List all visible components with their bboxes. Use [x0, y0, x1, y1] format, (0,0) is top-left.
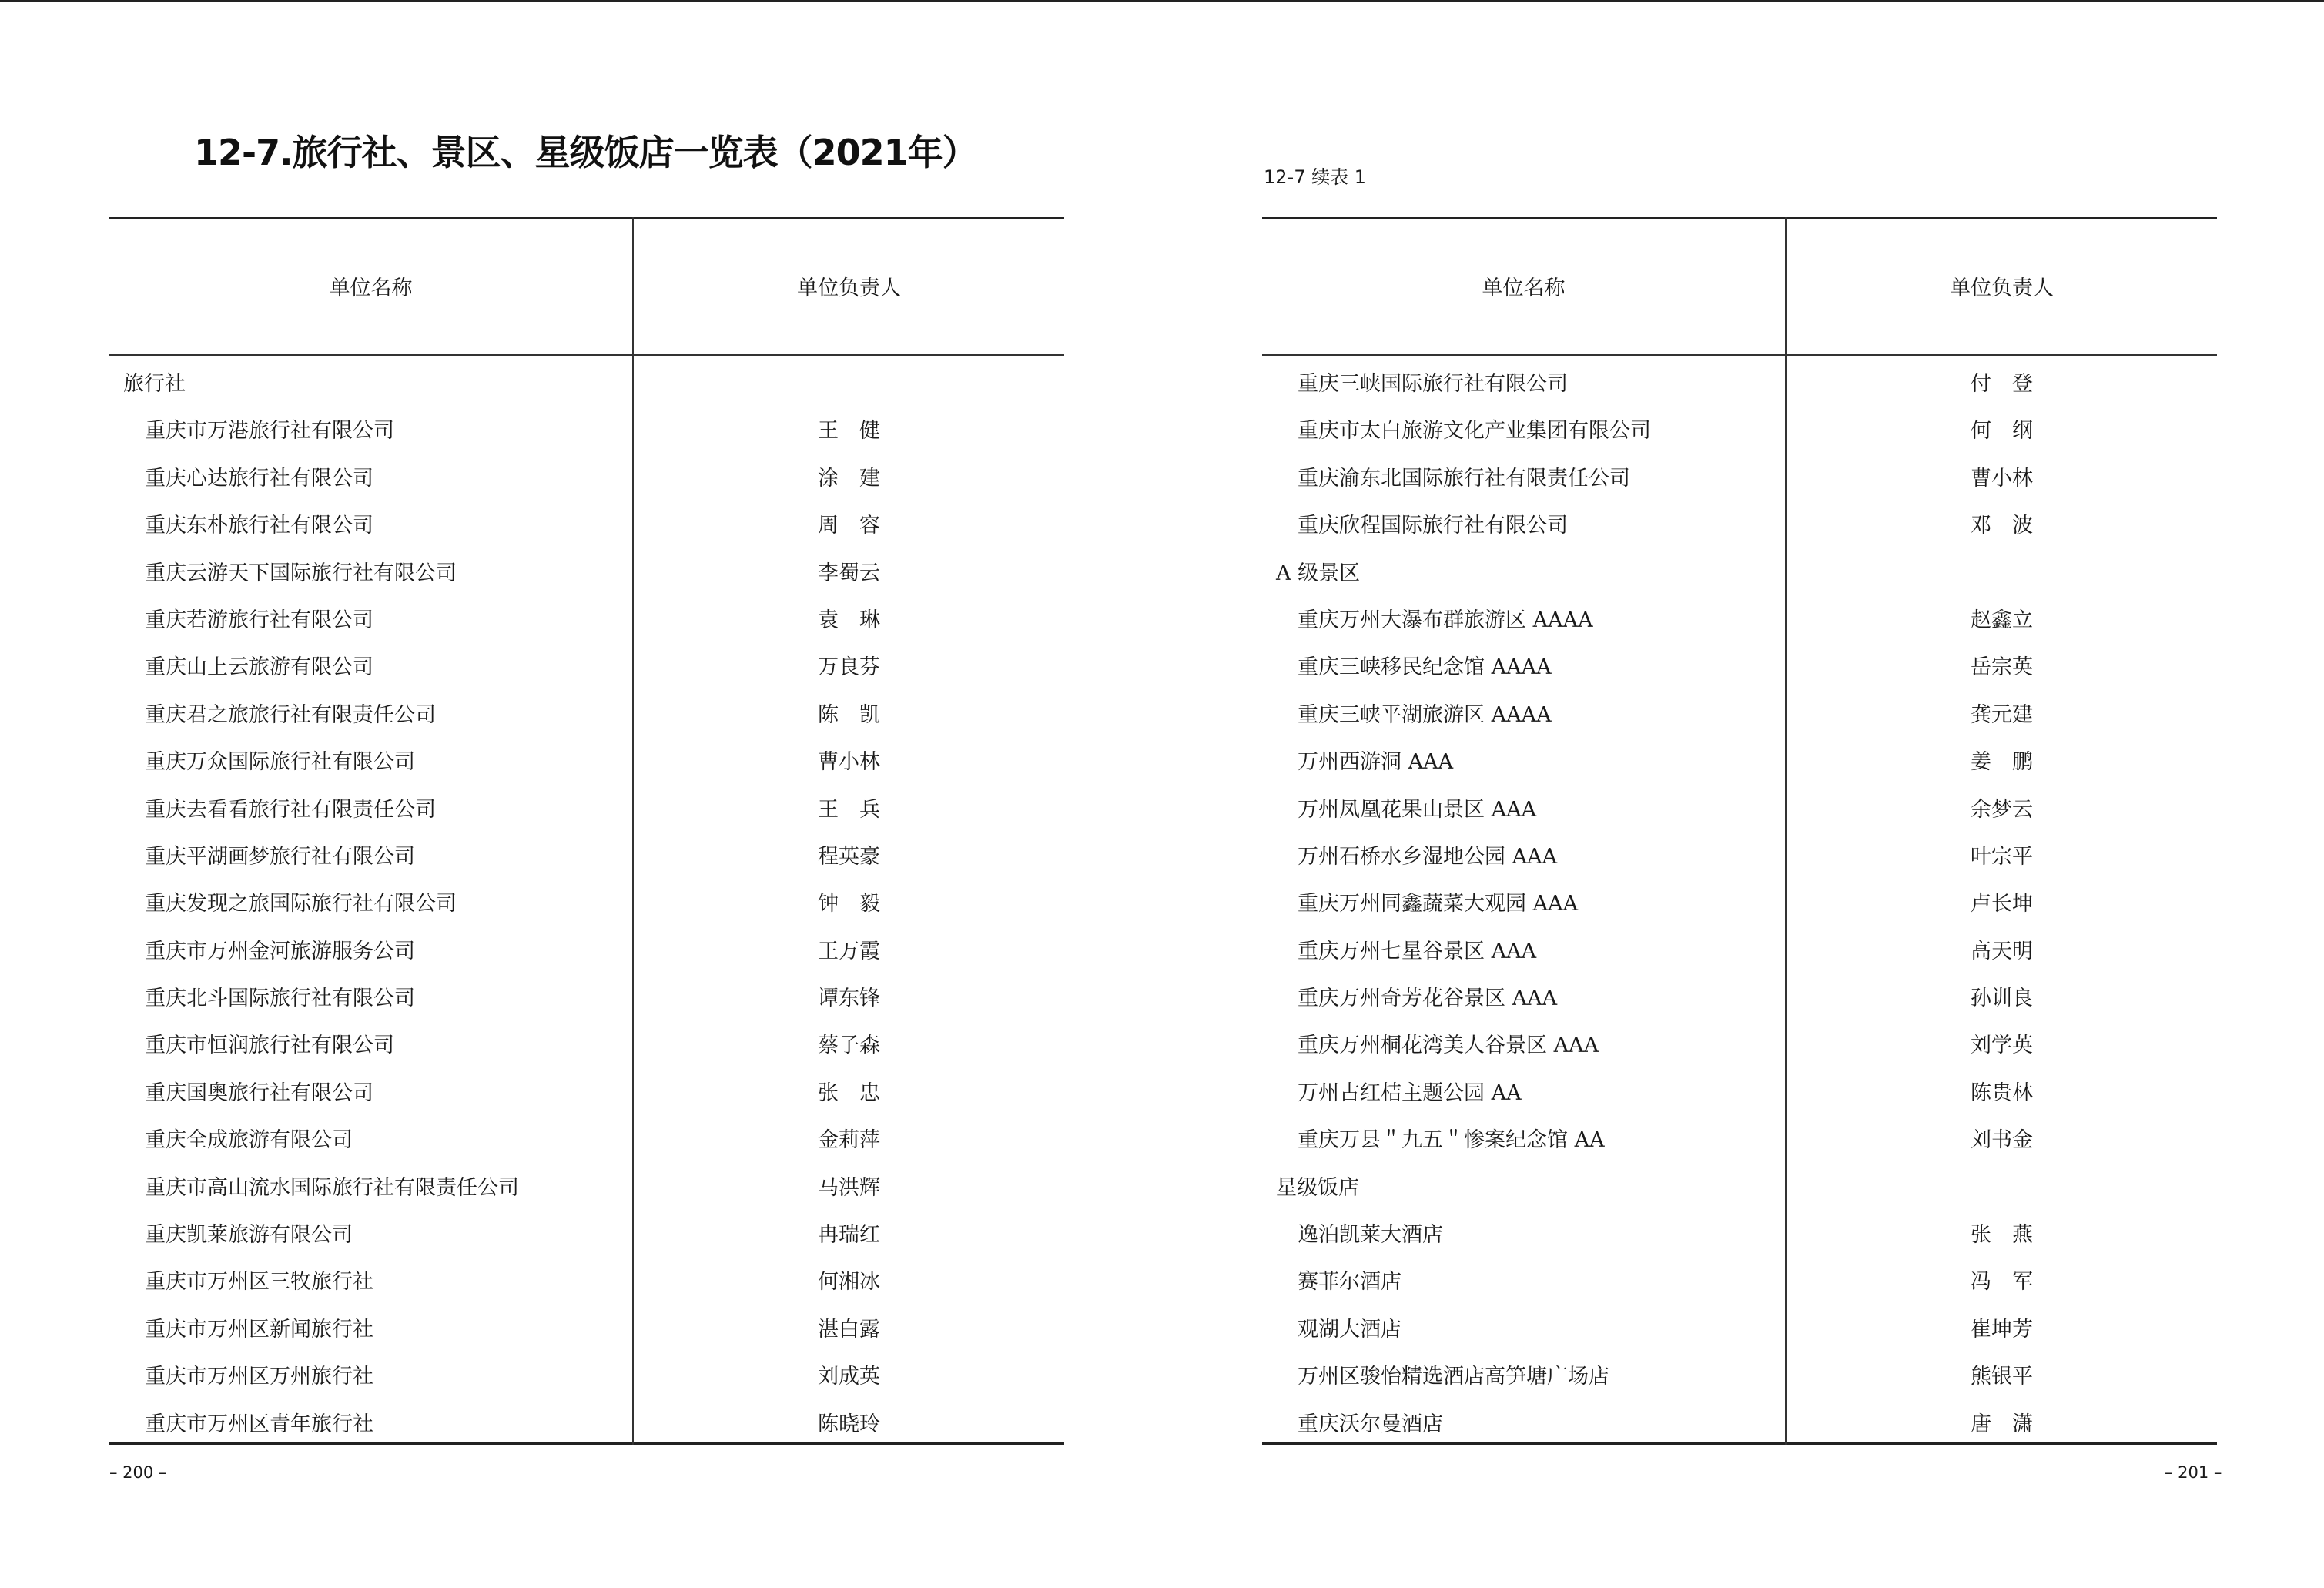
continuation-title: 12-7 续表 1	[1264, 166, 1366, 188]
table-row	[109, 687, 1064, 734]
unit-name-cell: 重庆三峡平湖旅游区 AAAA	[1298, 702, 1552, 727]
unit-name-cell: 重庆市恒润旅行社有限公司	[145, 1034, 394, 1058]
person-in-charge-cell: 唐 潇	[1971, 1412, 2033, 1436]
table-row	[109, 970, 1064, 1017]
left-table	[109, 217, 1064, 1445]
table-row	[109, 1017, 1064, 1064]
table-row	[1262, 876, 2217, 923]
unit-name-cell: 重庆万州桐花湾美人谷景区 AAA	[1298, 1034, 1599, 1058]
unit-name-cell: 重庆国奥旅行社有限公司	[145, 1080, 373, 1105]
unit-name-cell: 重庆凯莱旅游有限公司	[145, 1223, 353, 1248]
unit-name-cell: 重庆市万州区三牧旅行社	[145, 1270, 373, 1295]
unit-name-cell: 重庆市高山流水国际旅行社有限责任公司	[145, 1175, 519, 1200]
person-in-charge-cell: 王 健	[818, 419, 880, 444]
table-top-rule	[1262, 217, 2217, 219]
person-in-charge-cell: 高天明	[1971, 939, 2033, 963]
table-row	[109, 545, 1064, 592]
person-in-charge-cell: 张 燕	[1971, 1223, 2033, 1248]
table-row	[1262, 1065, 2217, 1112]
person-in-charge-cell: 涂 建	[818, 466, 880, 491]
table-row	[109, 498, 1064, 544]
table-row	[1262, 923, 2217, 970]
person-in-charge-cell: 曹小林	[818, 750, 880, 775]
table-row	[1262, 1207, 2217, 1254]
unit-name-cell: 重庆若游旅行社有限公司	[145, 608, 373, 632]
table-row	[1262, 498, 2217, 544]
person-in-charge-cell: 谭东锋	[818, 987, 880, 1011]
person-in-charge-cell: 陈贵林	[1971, 1080, 2033, 1105]
column-header-name: 单位名称	[329, 276, 413, 300]
unit-name-cell: 重庆君之旅旅行社有限责任公司	[145, 702, 436, 727]
unit-name-cell: 万州古红桔主题公园 AA	[1298, 1080, 1522, 1105]
column-header-person: 单位负责人	[797, 276, 901, 300]
table-row	[1262, 1112, 2217, 1159]
unit-name-cell: 重庆市万州区万州旅行社	[145, 1365, 373, 1389]
person-in-charge-cell: 蔡子森	[818, 1034, 880, 1058]
table-row	[1262, 403, 2217, 450]
table-row	[1262, 1396, 2217, 1443]
unit-name-cell: 重庆万州同鑫蔬菜大观园 AAA	[1298, 892, 1579, 916]
table-row	[1262, 829, 2217, 876]
person-in-charge-cell: 冯 军	[1971, 1270, 2033, 1295]
person-in-charge-cell: 袁 琳	[818, 608, 880, 632]
unit-name-cell: 重庆三峡移民纪念馆 AAAA	[1298, 655, 1552, 680]
person-in-charge-cell: 刘学英	[1971, 1034, 2033, 1058]
unit-name-cell: 万州石桥水乡湿地公园 AAA	[1298, 844, 1558, 869]
right-table	[1262, 217, 2217, 1445]
person-in-charge-cell: 何湘冰	[818, 1270, 880, 1295]
unit-name-cell: 逸泊凯莱大酒店	[1298, 1223, 1443, 1248]
person-in-charge-cell: 湛白露	[818, 1317, 880, 1342]
table-row	[1262, 734, 2217, 781]
unit-name-cell: 万州区骏怡精选酒店高笋塘广场店	[1298, 1365, 1609, 1389]
page-number: – 201 –	[2165, 1463, 2222, 1482]
table-row	[109, 1396, 1064, 1443]
person-in-charge-cell: 周 容	[818, 514, 880, 538]
table-row	[1262, 639, 2217, 686]
person-in-charge-cell: 刘书金	[1971, 1128, 2033, 1153]
table-row	[109, 1348, 1064, 1395]
unit-name-cell: 重庆万州大瀑布群旅游区 AAAA	[1298, 608, 1593, 632]
unit-name-cell: 重庆欣程国际旅行社有限公司	[1298, 514, 1568, 538]
unit-name-cell: 万州西游洞 AAA	[1298, 750, 1454, 775]
page-title: 12-7.旅行社、景区、星级饭店一览表（2021年）	[194, 132, 977, 173]
table-row	[109, 782, 1064, 829]
table-row	[109, 1207, 1064, 1254]
table-row	[1262, 451, 2217, 498]
table-row	[109, 734, 1064, 781]
unit-name-cell: 重庆万县＂九五＂惨案纪念馆 AA	[1298, 1128, 1605, 1153]
table-row	[1262, 592, 2217, 639]
section-header-row	[109, 356, 1064, 403]
table-row	[109, 1160, 1064, 1207]
table-row	[109, 829, 1064, 876]
table-row	[1262, 687, 2217, 734]
table-row	[109, 923, 1064, 970]
person-in-charge-cell: 姜 鹏	[1971, 750, 2033, 775]
unit-name-cell: 重庆发现之旅国际旅行社有限公司	[145, 892, 457, 916]
table-row	[1262, 1254, 2217, 1301]
table-row	[109, 592, 1064, 639]
person-in-charge-cell: 王 兵	[818, 797, 880, 822]
unit-name-cell: 重庆市万州金河旅游服务公司	[145, 939, 415, 963]
unit-name-cell: 重庆东朴旅行社有限公司	[145, 514, 373, 538]
person-in-charge-cell: 程英豪	[818, 844, 880, 869]
section-label: 星级饭店	[1276, 1175, 1359, 1200]
unit-name-cell: 重庆全成旅游有限公司	[145, 1128, 353, 1153]
unit-name-cell: 万州凤凰花果山景区 AAA	[1298, 797, 1537, 822]
table-row	[109, 639, 1064, 686]
person-in-charge-cell: 何 纲	[1971, 419, 2033, 444]
person-in-charge-cell: 余梦云	[1971, 797, 2033, 822]
table-row	[109, 403, 1064, 450]
unit-name-cell: 重庆去看看旅行社有限责任公司	[145, 797, 436, 822]
unit-name-cell: 观湖大酒店	[1298, 1317, 1401, 1342]
unit-name-cell: 重庆万州七星谷景区 AAA	[1298, 939, 1537, 963]
person-in-charge-cell: 冉瑞红	[818, 1223, 880, 1248]
person-in-charge-cell: 金莉萍	[818, 1128, 880, 1153]
person-in-charge-cell: 龚元建	[1971, 702, 2033, 727]
section-header-row	[1262, 1160, 2217, 1207]
right-page	[1162, 0, 2324, 1588]
table-row	[1262, 1348, 2217, 1395]
person-in-charge-cell: 孙训良	[1971, 987, 2033, 1011]
table-row	[109, 876, 1064, 923]
person-in-charge-cell: 李蜀云	[818, 561, 880, 585]
page-number: – 200 –	[109, 1463, 167, 1482]
person-in-charge-cell: 张 忠	[818, 1080, 880, 1105]
unit-name-cell: 重庆平湖画梦旅行社有限公司	[145, 844, 415, 869]
person-in-charge-cell: 邓 波	[1971, 514, 2033, 538]
column-header-person: 单位负责人	[1950, 276, 2054, 300]
unit-name-cell: 重庆三峡国际旅行社有限公司	[1298, 372, 1568, 396]
table-row	[1262, 782, 2217, 829]
table-row	[109, 451, 1064, 498]
section-header-row	[1262, 545, 2217, 592]
unit-name-cell: 赛菲尔酒店	[1298, 1270, 1401, 1295]
person-in-charge-cell: 岳宗英	[1971, 655, 2033, 680]
person-in-charge-cell: 刘成英	[818, 1365, 880, 1389]
unit-name-cell: 重庆万众国际旅行社有限公司	[145, 750, 415, 775]
unit-name-cell: 重庆云游天下国际旅行社有限公司	[145, 561, 457, 585]
table-body	[1262, 356, 2217, 1443]
person-in-charge-cell: 陈晓玲	[818, 1412, 880, 1436]
person-in-charge-cell: 付 登	[1971, 372, 2033, 396]
table-row	[109, 1065, 1064, 1112]
unit-name-cell: 重庆市万港旅行社有限公司	[145, 419, 394, 444]
person-in-charge-cell: 万良芬	[818, 655, 880, 680]
person-in-charge-cell: 陈 凯	[818, 702, 880, 727]
person-in-charge-cell: 赵鑫立	[1971, 608, 2033, 632]
table-row	[1262, 1302, 2217, 1348]
unit-name-cell: 重庆北斗国际旅行社有限公司	[145, 987, 415, 1011]
unit-name-cell: 重庆万州奇芳花谷景区 AAA	[1298, 987, 1558, 1011]
section-label: A 级景区	[1276, 561, 1361, 585]
unit-name-cell: 重庆渝东北国际旅行社有限责任公司	[1298, 466, 1630, 491]
table-row	[1262, 356, 2217, 403]
person-in-charge-cell: 钟 毅	[818, 892, 880, 916]
unit-name-cell: 重庆沃尔曼酒店	[1298, 1412, 1443, 1436]
table-row	[109, 1254, 1064, 1301]
person-in-charge-cell: 马洪辉	[818, 1175, 880, 1200]
table-row	[109, 1302, 1064, 1348]
person-in-charge-cell: 叶宗平	[1971, 844, 2033, 869]
table-top-rule	[109, 217, 1064, 219]
column-header-name: 单位名称	[1482, 276, 1566, 300]
unit-name-cell: 重庆市万州区新闻旅行社	[145, 1317, 373, 1342]
table-body	[109, 356, 1064, 1443]
table-row	[109, 1112, 1064, 1159]
person-in-charge-cell: 崔坤芳	[1971, 1317, 2033, 1342]
unit-name-cell: 重庆山上云旅游有限公司	[145, 655, 373, 680]
person-in-charge-cell: 王万霞	[818, 939, 880, 963]
table-row	[1262, 970, 2217, 1017]
unit-name-cell: 重庆市万州区青年旅行社	[145, 1412, 373, 1436]
person-in-charge-cell: 熊银平	[1971, 1365, 2033, 1389]
person-in-charge-cell: 卢长坤	[1971, 892, 2033, 916]
unit-name-cell: 重庆心达旅行社有限公司	[145, 466, 373, 491]
table-row	[1262, 1017, 2217, 1064]
person-in-charge-cell: 曹小林	[1971, 466, 2033, 491]
unit-name-cell: 重庆市太白旅游文化产业集团有限公司	[1298, 419, 1651, 444]
section-label: 旅行社	[123, 372, 186, 396]
